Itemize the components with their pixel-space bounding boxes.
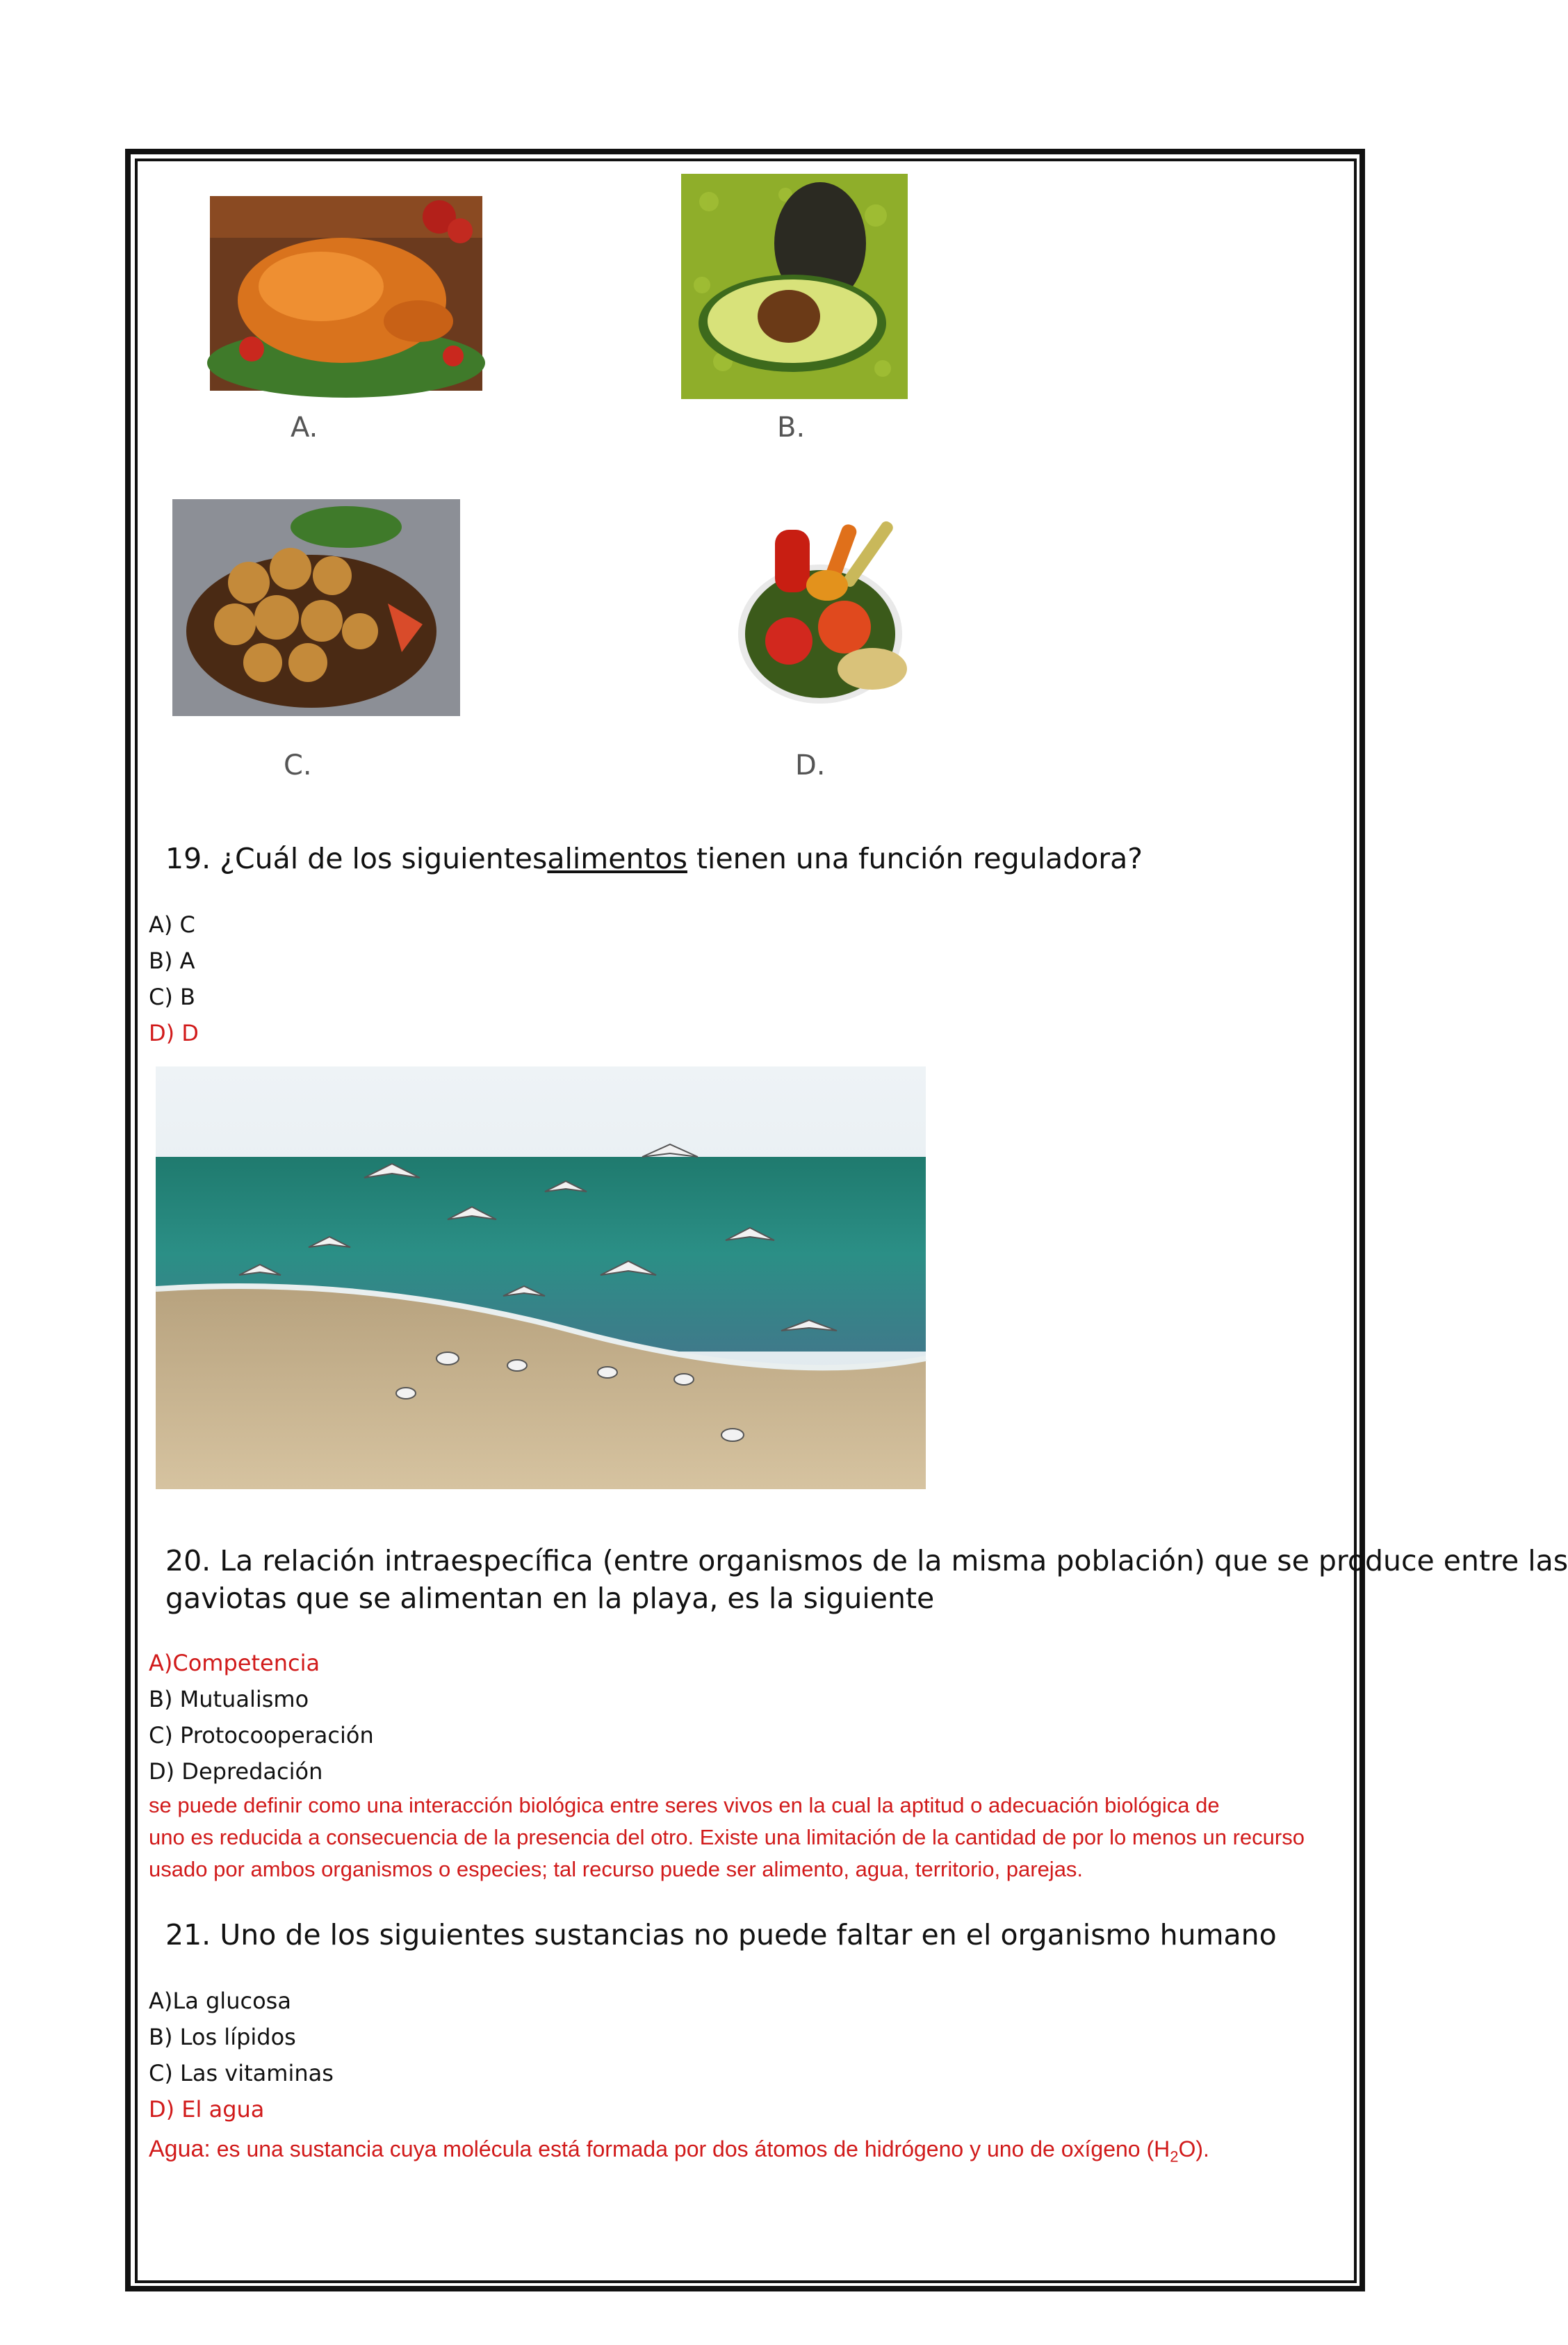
q20-option-d: D) Depredación bbox=[149, 1758, 323, 1785]
q20-explanation-line1: se puede definir como una interacción biológica entre seres vivos en la cual la aptitud o adecuación biológica de bbox=[149, 1793, 1220, 1817]
question-19-text-end: tienen una función reguladora? bbox=[687, 842, 1143, 875]
question-20-line1: 20. La relación intraespecífica (entre organismos de la misma población) que se produce entre las bbox=[165, 1544, 1568, 1577]
q21-explanation-prefix: Agua: bbox=[149, 2136, 211, 2162]
q20-explanation-line3: usado por ambos organismos o especies; tal recurso puede ser alimento, agua, territorio, parejas. bbox=[149, 1857, 1084, 1881]
image-c-label: C. bbox=[284, 749, 312, 781]
question-20-line2: gaviotas que se alimentan en la playa, es la siguiente bbox=[165, 1582, 935, 1615]
question-19-number: 19. bbox=[165, 842, 211, 875]
q21-explanation-subscript: 2 bbox=[1170, 2148, 1179, 2166]
image-b-label: B. bbox=[777, 412, 806, 444]
image-d-label: D. bbox=[795, 749, 826, 781]
turkey-image bbox=[210, 196, 482, 391]
q21-explanation-text: es una sustancia cuya molécula está formada por dos átomos de hidrógeno y uno de oxígeno (H bbox=[210, 2136, 1170, 2161]
question-21: 21. Uno de los siguientes sustancias no puede faltar en el organismo humano bbox=[165, 1918, 1277, 1952]
q21-option-d-answer: D) El agua bbox=[149, 2096, 265, 2123]
avocado-image bbox=[681, 174, 908, 399]
q19-option-b: B) A bbox=[149, 948, 195, 974]
potatoes-image bbox=[172, 499, 460, 716]
image-a-label: A. bbox=[291, 412, 318, 444]
q21-explanation-end: O). bbox=[1178, 2136, 1209, 2161]
q20-option-b: B) Mutualismo bbox=[149, 1686, 309, 1712]
q19-option-c: C) B bbox=[149, 984, 195, 1010]
q21-option-b: B) Los lípidos bbox=[149, 2024, 296, 2050]
question-19-text: ¿Cuál de los siguientes bbox=[220, 842, 548, 875]
q19-option-a: A) C bbox=[149, 911, 195, 938]
q21-option-a: A)La glucosa bbox=[149, 1988, 291, 2014]
seagulls-beach-image bbox=[156, 1066, 926, 1489]
q19-option-d-answer: D) D bbox=[149, 1020, 199, 1046]
question-19-underlined: alimentos bbox=[547, 842, 687, 875]
q20-option-c: C) Protocooperación bbox=[149, 1722, 374, 1748]
question-19 bbox=[165, 840, 1143, 877]
q21-option-c: C) Las vitaminas bbox=[149, 2060, 334, 2086]
q20-explanation-line2: uno es reducida a consecuencia de la presencia del otro. Existe una limitación de la cantidad de por lo menos un recurso bbox=[149, 1825, 1305, 1849]
q20-option-a-answer: A)Competencia bbox=[149, 1650, 320, 1676]
q21-explanation bbox=[149, 2133, 1400, 2173]
vegetables-image bbox=[723, 502, 930, 711]
